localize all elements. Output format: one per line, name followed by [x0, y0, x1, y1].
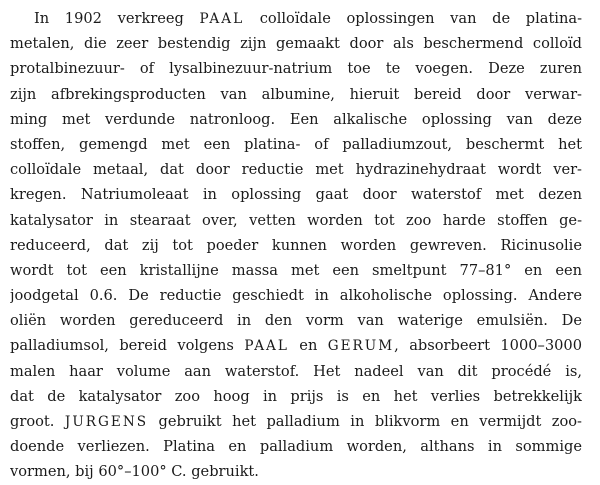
text-run: metalen, die zeer bestendig zijn gemaakt door als beschermend colloïd [10, 35, 582, 53]
text-line [10, 409, 582, 434]
text-line [10, 182, 582, 207]
text-line [10, 283, 582, 308]
text-run: wordt tot een kristallijne massa met een smeltpunt 77–81° en een [10, 261, 582, 279]
text-line [10, 434, 582, 459]
text-run: doende verliezen. Platina en palladium worden, althans in sommige [10, 438, 582, 456]
text-line [10, 82, 582, 107]
text-run: colloïdale metaal, dat door reductie met hydrazinehydraat wordt ver- [10, 161, 582, 179]
paragraph [10, 6, 582, 485]
text-run: ming met verdunde natronloog. Een alkalische oplossing van deze [10, 110, 582, 128]
text-run: reduceerd, dat zij tot poeder kunnen worden gewreven. Ricinusolie [10, 236, 582, 254]
text-run: katalysator in stearaat over, vetten worden tot zoo harde stoffen ge- [10, 211, 582, 229]
text-line [10, 56, 582, 81]
text-line [10, 157, 582, 182]
text-line [10, 333, 582, 358]
text-line [10, 384, 582, 409]
text-run: groot. [10, 413, 65, 430]
author-name: PAAL [244, 338, 289, 355]
text-run: , absorbeert 1000–3000 [394, 337, 582, 355]
text-run: en [288, 337, 328, 355]
text-line [10, 208, 582, 233]
text-line [10, 258, 582, 283]
text-run: vormen, bij 60°–100° C. gebruikt. [10, 463, 259, 481]
author-name: GERUM [327, 338, 395, 355]
text-run: In 1902 verkreeg [34, 10, 200, 27]
text-run: malen haar volume aan waterstof. Het nadeel van dit procédé is, [10, 362, 582, 380]
text-run: colloïdale oplossingen van de platina- [244, 10, 582, 27]
text-line [10, 459, 582, 484]
text-run: palladiumsol, bereid volgens [10, 337, 245, 355]
text-run: kregen. Natriumoleaat in oplossing gaat door waterstof met dezen [10, 186, 582, 204]
text-line [10, 6, 582, 31]
text-run: stoffen, gemengd met een platina- of palladiumzout, beschermt het [10, 135, 582, 153]
text-run: dat de katalysator zoo hoog in prijs is en het verlies betrekkelijk [10, 387, 582, 405]
text-line [10, 359, 582, 384]
text-line [10, 132, 582, 157]
author-name: JURGENS [64, 414, 149, 430]
text-run: oliën worden gereduceerd in den vorm van waterige emulsiën. De [10, 312, 582, 330]
author-name: PAAL [199, 11, 245, 27]
text-run: protalbinezuur- of lysalbinezuur-natrium toe te voegen. Deze zuren [10, 60, 582, 78]
text-line [10, 308, 582, 333]
text-line [10, 31, 582, 56]
text-run: gebruikt het palladium in blikvorm en vermijdt zoo- [148, 413, 582, 430]
text-line [10, 107, 582, 132]
text-line [10, 233, 582, 258]
text-run: joodgetal 0.6. De reductie geschiedt in alkoholische oplossing. Andere [10, 287, 582, 305]
text-run: zijn afbrekingsproducten van albumine, hieruit bereid door verwar- [10, 85, 582, 103]
